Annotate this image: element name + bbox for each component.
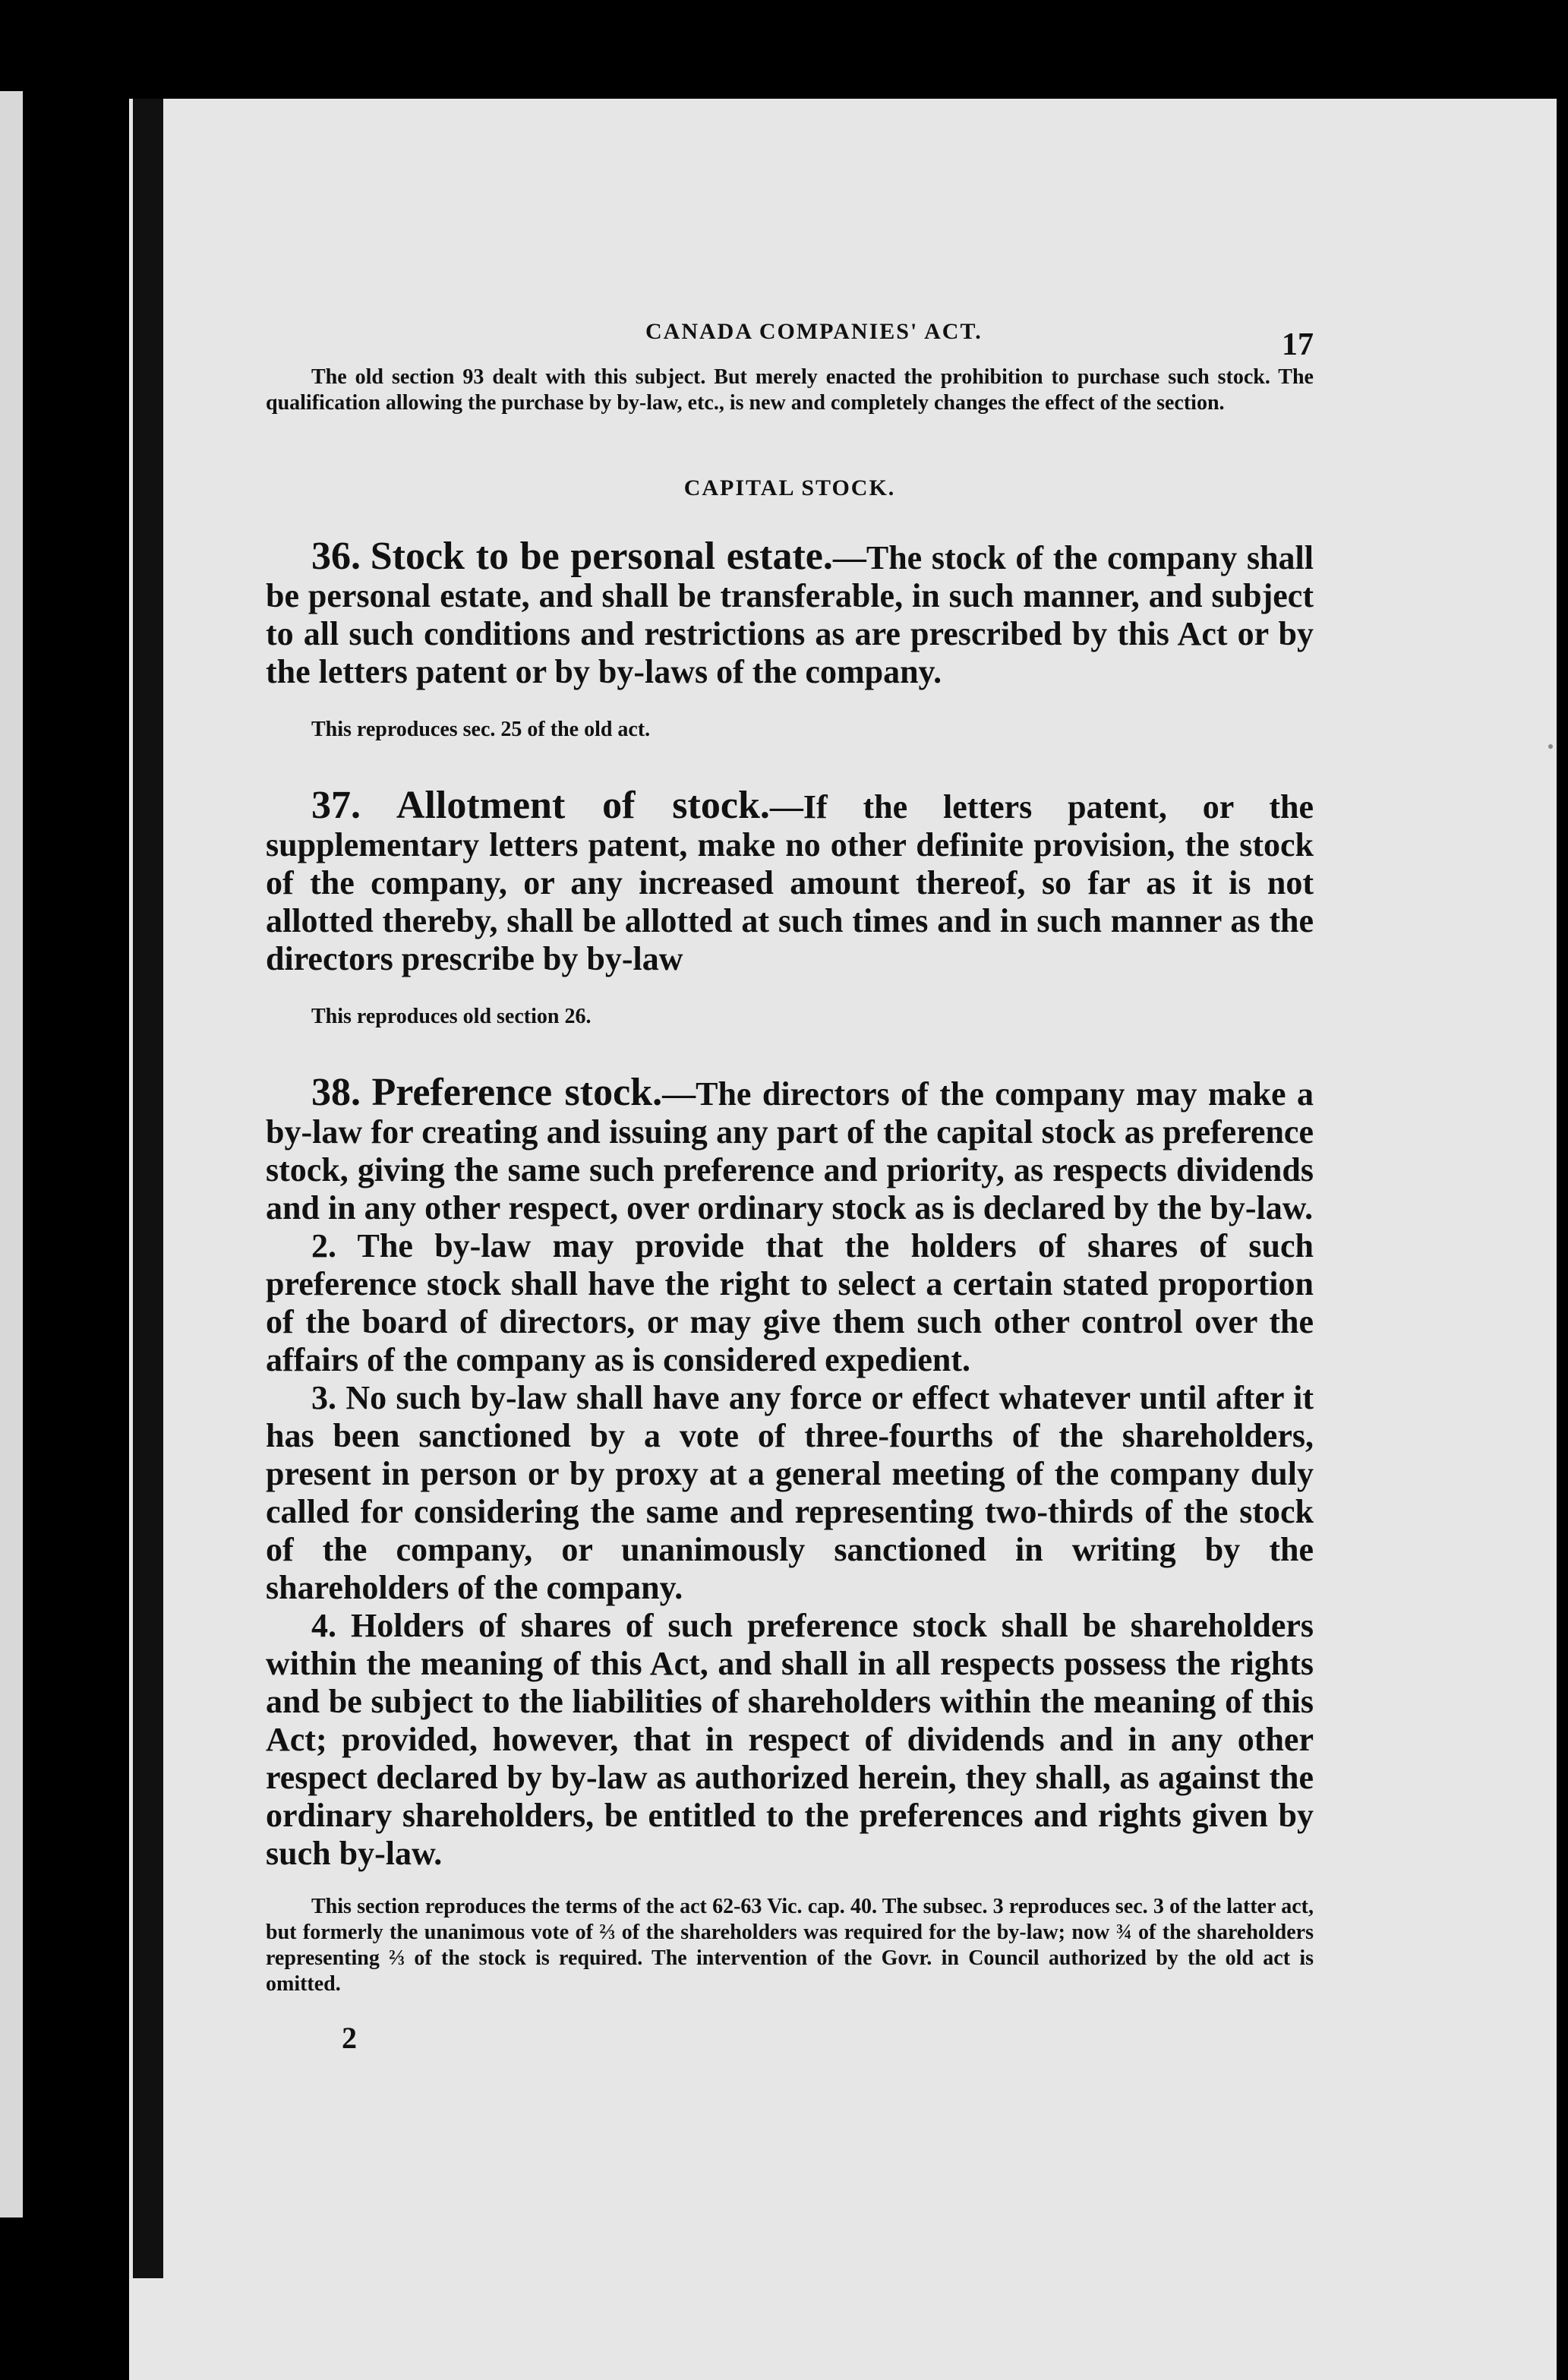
binding-shadow <box>133 99 163 2278</box>
section-title: Allotment of stock. <box>396 784 770 827</box>
section-number: 38. <box>311 1071 361 1114</box>
signature-mark: 2 <box>342 2021 357 2055</box>
intro-note: The old section 93 dealt with this subject. But merely enacted the prohibition to purchase such stock. The qualification allowing the purchase by by-law, etc., is new and completely changes the effect of the section. <box>266 365 1314 415</box>
section-38 <box>266 1071 1314 1997</box>
section-heading: CAPITAL STOCK. <box>683 475 896 500</box>
page-number: 17 <box>1282 327 1314 362</box>
section-number: 36. <box>311 535 361 578</box>
section-title: Preference stock. <box>371 1071 663 1114</box>
subsection-2: 2. The by-law may provide that the holders of shares of such preference stock shall have the right to select a certain stated proportion of the board of directors, or may give them such other control over the affairs of the company as is considered expedient. <box>266 1227 1314 1378</box>
section-38-note: This section reproduces the terms of the act 62-63 Vic. cap. 40. The subsec. 3 reproduces sec. 3 of the latter act, but formerly the unanimous vote of ⅔ of the shareholders was required for the by-law; now ¾ of the shareholders representing ⅔ of the stock is required. The intervention of the Govr. in Council authorized by the old act is omitted. <box>266 1895 1314 1996</box>
section-36-note: This reproduces sec. 25 of the old act. <box>311 718 651 741</box>
subsection-3: 3. No such by-law shall have any force or effect whatever until after it has been sanctioned by a vote of three-fourths of the shareholders, present in person or by proxy at a general meeting of the company duly called for considering the same and representing two-thirds of the stock of the company, or unanimously sanctioned in writing by the shareholders of the company. <box>266 1379 1314 1606</box>
section-body: —If the letters patent, or the supplementary letters patent, make no other definite provision, the stock of the company, or any increased amount thereof, so far as it is not allotted thereby, shall be allotted at such times and in such manner as the directors prescribe by by-law <box>266 788 1314 977</box>
section-36-text <box>266 535 1314 691</box>
running-head <box>266 304 1314 365</box>
paper-speck <box>1548 744 1553 749</box>
adjacent-page-edge <box>0 91 23 2217</box>
section-37 <box>266 784 1314 1030</box>
page-content <box>266 304 1314 2056</box>
section-37-note: This reproduces old section 26. <box>311 1005 592 1028</box>
section-number: 37. <box>311 784 361 827</box>
section-37-text <box>266 784 1314 978</box>
section-title: Stock to be personal estate. <box>370 535 833 578</box>
section-38-text <box>266 1071 1314 1227</box>
running-title: CANADA COMPANIES' ACT. <box>645 319 983 344</box>
section-body: —The directors of the company may make a by-law for creating and issuing any part of the capital stock as preference stock, giving the same such preference and priority, as respects dividends and in any other respect, over ordinary stock as is declared by the by-law. <box>266 1075 1314 1226</box>
section-body: —The stock of the company shall be personal estate, and shall be transferable, in such manner, and subject to all such conditions and restrictions as are prescribed by this Act or by the letters patent or by by-laws of the company. <box>266 539 1314 690</box>
subsection-4: 4. Holders of shares of such preference stock shall be shareholders within the meaning of this Act, and shall in all respects possess the rights and be subject to the liabilities of shareholders within the meaning of this Act; provided, however, that in respect of dividends and in any other respect declared by by-law as authorized herein, they shall, as against the ordinary shareholders, be entitled to the preferences and rights given by such by-law. <box>266 1607 1314 1872</box>
section-36 <box>266 535 1314 743</box>
